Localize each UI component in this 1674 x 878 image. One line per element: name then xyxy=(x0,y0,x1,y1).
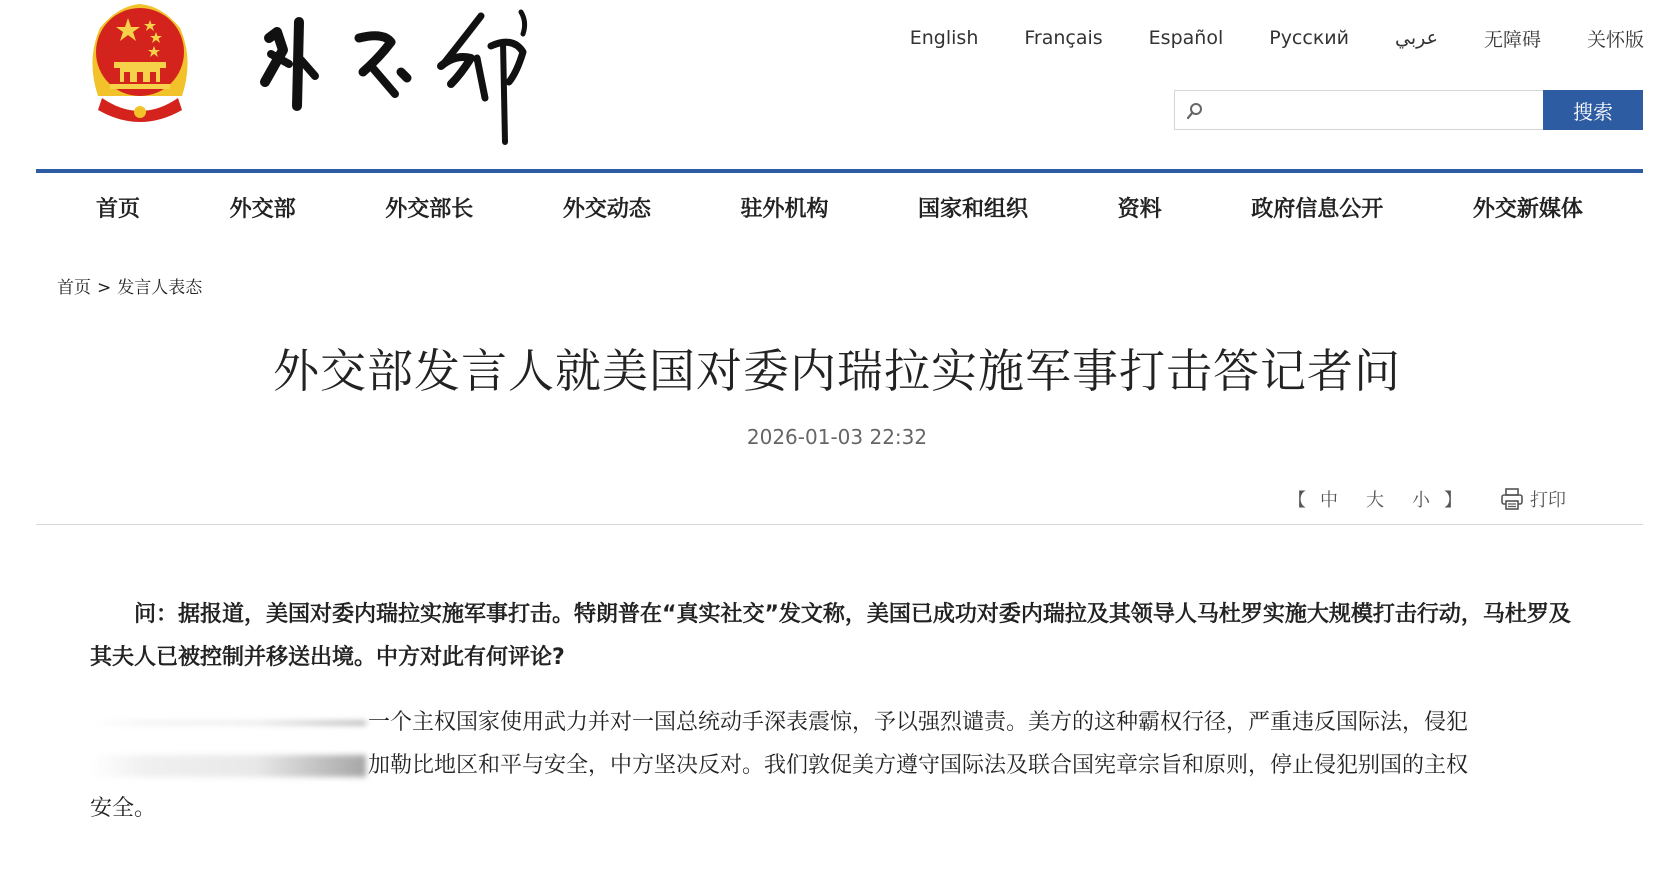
font-size-bracket-open: 【 xyxy=(1288,490,1306,511)
answer-paragraph xyxy=(90,701,1587,830)
search-bar xyxy=(1174,90,1643,130)
font-size-large-button[interactable]: 中 xyxy=(1320,490,1338,511)
breadcrumb xyxy=(57,273,202,298)
font-size-small-button[interactable]: 小 xyxy=(1412,490,1430,511)
lang-russian-link[interactable]: Русский xyxy=(1269,27,1350,49)
redacted-blur-2 xyxy=(90,755,366,777)
nav-item-ministry[interactable]: 外交部 xyxy=(229,196,296,222)
nav-item-gov-info[interactable]: 政府信息公开 xyxy=(1251,196,1384,222)
content-divider xyxy=(36,524,1643,525)
print-button[interactable] xyxy=(1500,486,1566,512)
printer-icon xyxy=(1500,488,1524,510)
article-tools xyxy=(1288,486,1566,512)
nav-item-home[interactable]: 首页 xyxy=(96,196,141,222)
article-body xyxy=(90,593,1587,830)
lang-arabic-link[interactable]: عربي xyxy=(1395,27,1438,49)
nav-item-new-media[interactable]: 外交新媒体 xyxy=(1472,196,1583,222)
nav-top-rule xyxy=(36,169,1643,173)
lang-spanish-link[interactable]: Español xyxy=(1148,27,1224,49)
search-icon xyxy=(1185,101,1205,121)
nav-item-missions-abroad[interactable]: 驻外机构 xyxy=(740,196,829,222)
answer-line-2: 加勒比地区和平与安全，中方坚决反对。我们敦促美方遵守国际法及联合国宪章宗旨和原则，停止侵犯别国的主权 xyxy=(368,753,1469,778)
search-input[interactable] xyxy=(1213,91,1537,131)
nav-item-countries-orgs[interactable]: 国家和组织 xyxy=(918,196,1029,222)
breadcrumb-home-link[interactable]: 首页 xyxy=(57,278,91,298)
nav-item-diplomatic-news[interactable]: 外交动态 xyxy=(562,196,651,222)
calligraphy-logo xyxy=(255,2,555,152)
accessibility-link[interactable]: 无障碍 xyxy=(1483,28,1541,51)
article-title: 外交部发言人就美国对委内瑞拉实施军事打击答记者问 xyxy=(273,344,1401,398)
answer-line-1: 一个主权国家使用武力并对一国总统动手深表震惊，予以强烈谴责。美方的这种霸权行径，严重违反国际法，侵犯 xyxy=(368,710,1469,735)
lang-french-link[interactable]: Français xyxy=(1024,27,1103,49)
font-size-bracket-close: 】 xyxy=(1444,490,1462,511)
question-paragraph: 问：据报道，美国对委内瑞拉实施军事打击。特朗普在“真实社交”发文称，美国已成功对委内瑞拉及其领导人马杜罗实施大规模打击行动，马杜罗及其夫人已被控制并移送出境。中方对此有何评论? xyxy=(90,602,1571,670)
national-emblem-logo[interactable] xyxy=(78,0,202,132)
print-label: 打印 xyxy=(1530,490,1566,511)
main-nav xyxy=(36,186,1643,228)
search-box xyxy=(1174,90,1543,130)
article-date: 2026-01-03 22:32 xyxy=(746,425,928,449)
breadcrumb-separator: > xyxy=(97,278,112,298)
nav-item-resources[interactable]: 资料 xyxy=(1117,196,1162,222)
nav-item-minister[interactable]: 外交部长 xyxy=(385,196,474,222)
care-version-link[interactable]: 关怀版 xyxy=(1586,28,1644,51)
answer-line-3: 安全。 xyxy=(90,796,157,821)
lang-english-link[interactable]: English xyxy=(909,27,979,49)
redacted-blur-1 xyxy=(90,721,366,725)
search-button[interactable]: 搜索 xyxy=(1543,90,1643,130)
breadcrumb-current-link[interactable]: 发言人表态 xyxy=(117,278,203,298)
language-bar xyxy=(864,24,1644,52)
font-size-medium-button[interactable]: 大 xyxy=(1366,490,1384,511)
